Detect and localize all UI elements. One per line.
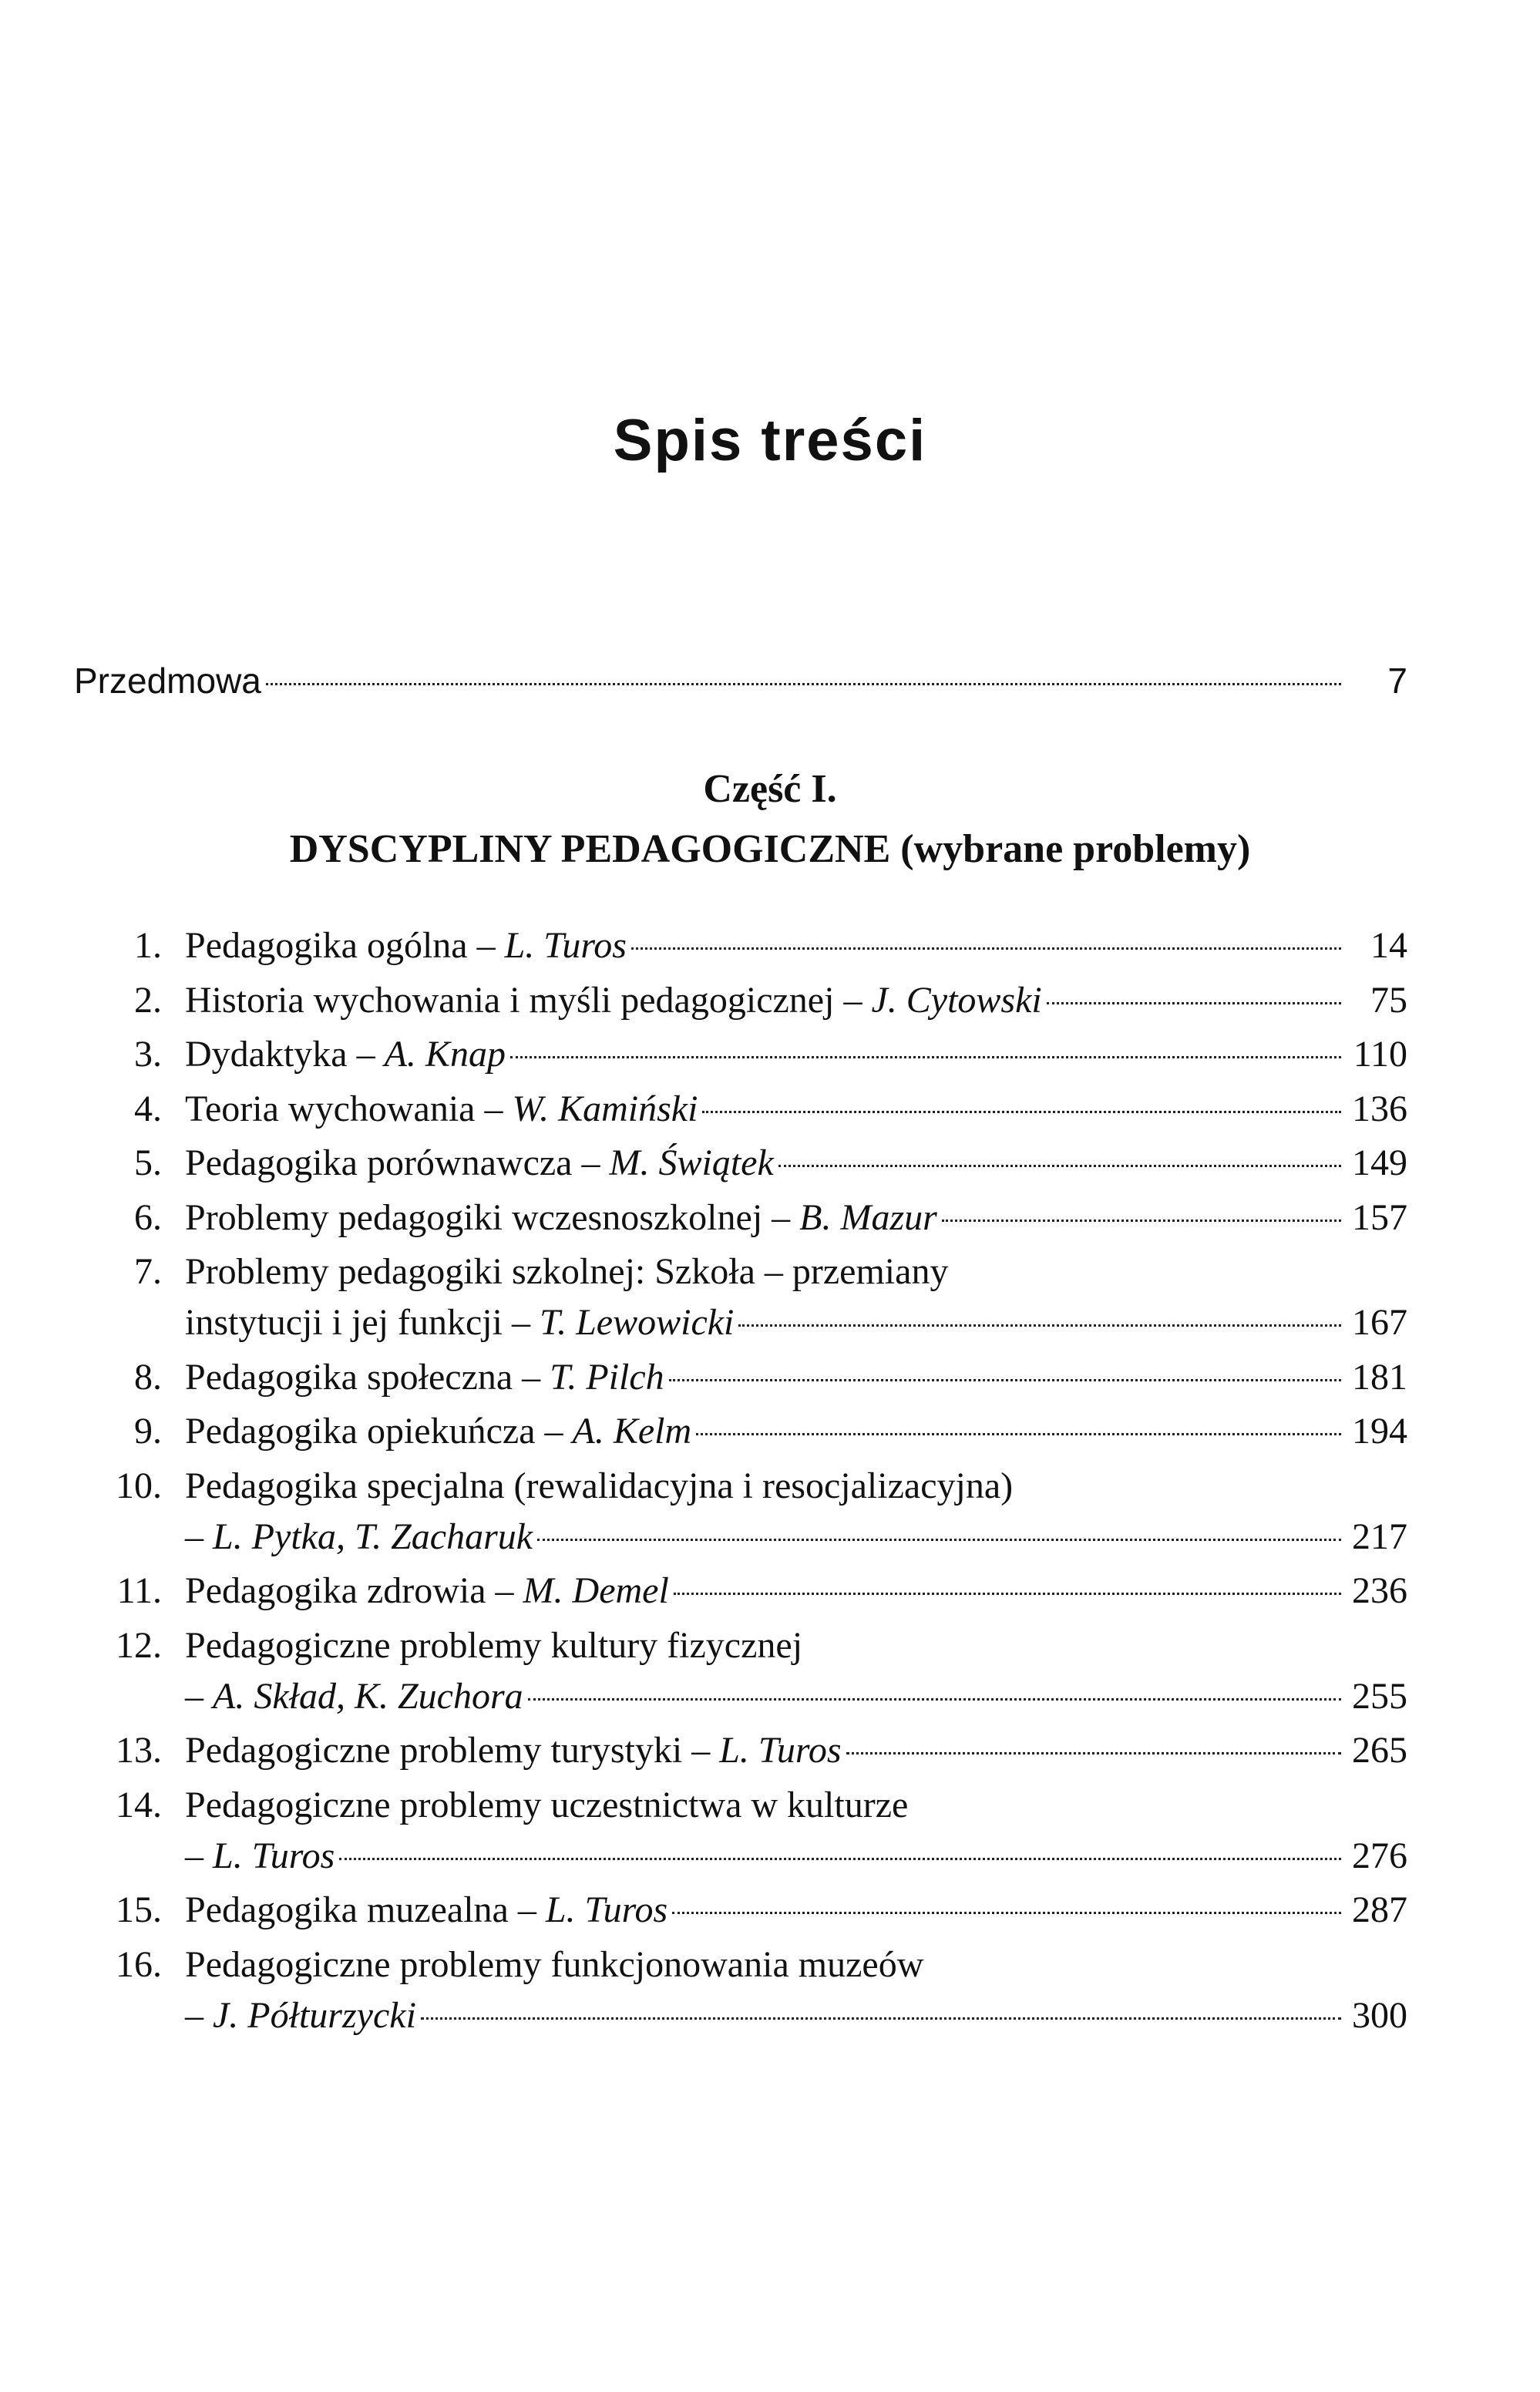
entry-body bbox=[162, 1029, 1407, 1080]
toc-entry[interactable] bbox=[74, 1461, 1407, 1563]
entry-number: 12. bbox=[116, 1624, 162, 1666]
entry-author: M. Świątek bbox=[609, 1142, 774, 1183]
entry-line bbox=[185, 1512, 1407, 1563]
entry-author: W. Kamiński bbox=[512, 1088, 698, 1129]
entry-author: T. Lewowicki bbox=[539, 1302, 735, 1343]
toc-entry[interactable] bbox=[74, 1780, 1407, 1882]
dot-leader bbox=[672, 1912, 1341, 1914]
entry-number-cell bbox=[74, 1885, 162, 1936]
entry-body bbox=[162, 1940, 1407, 2041]
entry-number-cell bbox=[74, 1780, 162, 1831]
entry-title: Pedagogiczne problemy turystyki – bbox=[185, 1730, 720, 1771]
toc-list bbox=[74, 920, 1407, 2044]
entry-title: Pedagogika porównawcza – bbox=[185, 1142, 610, 1183]
entry-body bbox=[162, 1193, 1407, 1243]
entry-author: L. Turos bbox=[545, 1889, 668, 1930]
entry-number-cell bbox=[74, 1406, 162, 1457]
dot-leader bbox=[421, 2017, 1341, 2020]
entry-line bbox=[185, 1831, 1407, 1882]
entry-line bbox=[185, 1406, 1407, 1457]
part-label: Część I. bbox=[703, 767, 837, 811]
entry-title: – bbox=[185, 1835, 213, 1876]
entry-title: Pedagogika ogólna – bbox=[185, 925, 505, 966]
entry-number-cell bbox=[74, 975, 162, 1026]
entry-author: B. Mazur bbox=[799, 1196, 937, 1238]
dot-leader bbox=[702, 1111, 1341, 1113]
entry-body bbox=[162, 1352, 1407, 1403]
entry-body bbox=[162, 1461, 1407, 1563]
toc-entry[interactable] bbox=[74, 1352, 1407, 1403]
entry-title: Teoria wychowania – bbox=[185, 1088, 513, 1129]
dot-leader bbox=[266, 683, 1341, 685]
entry-line bbox=[185, 920, 1407, 971]
entry-number: 6. bbox=[134, 1196, 162, 1238]
toc-entry[interactable] bbox=[74, 1193, 1407, 1243]
page-number: 136 bbox=[1352, 1088, 1407, 1129]
page-number: 300 bbox=[1352, 1994, 1407, 2036]
entry-body bbox=[162, 1620, 1407, 1722]
toc-entry-przedmowa[interactable] bbox=[74, 660, 1407, 701]
page-number: 265 bbox=[1352, 1730, 1407, 1771]
entry-number: 4. bbox=[134, 1088, 162, 1129]
page-number: 217 bbox=[1352, 1516, 1407, 1557]
dot-leader bbox=[537, 1539, 1341, 1541]
entry-line bbox=[185, 1352, 1407, 1403]
entry-body bbox=[162, 1406, 1407, 1457]
page-title: Spis treści bbox=[613, 408, 927, 473]
entry-author: L. Turos bbox=[719, 1730, 842, 1771]
dot-leader bbox=[1047, 1002, 1341, 1004]
page-number: 287 bbox=[1352, 1889, 1407, 1930]
entry-author: T. Pilch bbox=[550, 1356, 664, 1398]
part-title: DYSCYPLINY PEDAGOGICZNE (wybrane problemy) bbox=[289, 827, 1251, 871]
toc-entry[interactable] bbox=[74, 975, 1407, 1026]
entry-author: J. Cytowski bbox=[871, 979, 1042, 1021]
entry-number-cell bbox=[74, 1352, 162, 1403]
page-number: 167 bbox=[1352, 1302, 1407, 1343]
entry-number-cell bbox=[74, 1725, 162, 1776]
page-number: 110 bbox=[1353, 1034, 1407, 1075]
dot-leader bbox=[846, 1752, 1341, 1754]
dot-leader bbox=[631, 947, 1341, 950]
entry-number: 7. bbox=[134, 1251, 162, 1292]
dot-leader bbox=[674, 1593, 1341, 1595]
entry-body bbox=[162, 1246, 1407, 1348]
entry-number: 1. bbox=[134, 925, 162, 966]
toc-entry[interactable] bbox=[74, 1246, 1407, 1348]
entry-line bbox=[185, 1029, 1407, 1080]
toc-entry[interactable] bbox=[74, 1084, 1407, 1135]
page-number: 14 bbox=[1370, 925, 1407, 966]
dot-leader bbox=[778, 1165, 1341, 1167]
entry-title-line: Problemy pedagogiki szkolnej: Szkoła – przemiany bbox=[185, 1251, 949, 1292]
entry-number: 13. bbox=[116, 1730, 162, 1771]
toc-entry[interactable] bbox=[74, 1885, 1407, 1936]
entry-title: – bbox=[185, 1675, 213, 1717]
page-number: 149 bbox=[1352, 1142, 1407, 1183]
entry-author: L. Turos bbox=[213, 1835, 335, 1876]
toc-entry[interactable] bbox=[74, 1406, 1407, 1457]
toc-entry[interactable] bbox=[74, 920, 1407, 971]
toc-entry[interactable] bbox=[74, 1940, 1407, 2041]
entry-body bbox=[162, 1780, 1407, 1882]
entry-body bbox=[162, 920, 1407, 971]
entry-title: Problemy pedagogiki wczesnoszkolnej – bbox=[185, 1196, 800, 1238]
toc-entry[interactable] bbox=[74, 1138, 1407, 1189]
entry-number: 9. bbox=[134, 1411, 162, 1452]
entry-title: instytucji i jej funkcji – bbox=[185, 1302, 540, 1343]
entry-number-cell bbox=[74, 1193, 162, 1243]
page-number: 181 bbox=[1352, 1356, 1407, 1398]
toc-entry[interactable] bbox=[74, 1620, 1407, 1722]
toc-entry[interactable] bbox=[74, 1029, 1407, 1080]
dot-leader bbox=[738, 1324, 1341, 1327]
entry-number-cell bbox=[74, 1029, 162, 1080]
page-number: 194 bbox=[1352, 1411, 1407, 1452]
entry-line bbox=[185, 1297, 1407, 1348]
entry-body bbox=[162, 1566, 1407, 1617]
entry-line bbox=[185, 1084, 1407, 1135]
dot-leader bbox=[669, 1379, 1341, 1381]
entry-number-cell bbox=[74, 1940, 162, 1990]
entry-line bbox=[185, 975, 1407, 1026]
entry-line bbox=[185, 1671, 1407, 1722]
entry-body bbox=[162, 1084, 1407, 1135]
entry-line bbox=[185, 1725, 1407, 1776]
entry-title: Historia wychowania i myśli pedagogicznej – bbox=[185, 979, 872, 1021]
page-number: 7 bbox=[1387, 661, 1407, 701]
entry-number-cell bbox=[74, 1138, 162, 1189]
toc-entry[interactable] bbox=[74, 1566, 1407, 1617]
part-heading bbox=[0, 759, 1540, 880]
page-number: 157 bbox=[1352, 1196, 1407, 1238]
entry-author: L. Pytka, T. Zacharuk bbox=[213, 1516, 533, 1557]
entry-number: 11. bbox=[116, 1570, 162, 1611]
page-number: 236 bbox=[1352, 1570, 1407, 1611]
entry-line bbox=[185, 1193, 1407, 1243]
dot-leader bbox=[510, 1056, 1341, 1058]
entry-number: 2. bbox=[134, 979, 162, 1021]
entry-author: A. Skład, K. Zuchora bbox=[213, 1675, 523, 1717]
entry-body bbox=[162, 975, 1407, 1026]
entry-title-line: Pedagogiczne problemy uczestnictwa w kulturze bbox=[185, 1784, 909, 1825]
entry-line bbox=[185, 1885, 1407, 1936]
page-number: 255 bbox=[1352, 1675, 1407, 1717]
entry-number-cell bbox=[74, 1566, 162, 1617]
entry-title: Przedmowa bbox=[74, 661, 261, 701]
entry-title: Pedagogika zdrowia – bbox=[185, 1570, 523, 1611]
entry-body bbox=[162, 1885, 1407, 1936]
entry-number-cell bbox=[74, 1620, 162, 1671]
page-number: 75 bbox=[1370, 979, 1407, 1021]
entry-number-cell bbox=[74, 1084, 162, 1135]
entry-title-line: Pedagogiczne problemy kultury fizycznej bbox=[185, 1624, 803, 1666]
toc-entry[interactable] bbox=[74, 1725, 1407, 1776]
entry-title: Pedagogika społeczna – bbox=[185, 1356, 550, 1398]
entry-number: 8. bbox=[134, 1356, 162, 1398]
entry-line bbox=[185, 1990, 1407, 2041]
entry-author: A. Kelm bbox=[572, 1411, 692, 1452]
entry-number: 14. bbox=[116, 1784, 162, 1825]
entry-line bbox=[185, 1566, 1407, 1617]
dot-leader bbox=[528, 1698, 1341, 1701]
entry-title: – bbox=[185, 1516, 213, 1557]
entry-number: 16. bbox=[116, 1943, 162, 1985]
dot-leader bbox=[942, 1220, 1341, 1222]
entry-body bbox=[162, 1725, 1407, 1776]
entry-number: 15. bbox=[116, 1889, 162, 1930]
entry-title: Pedagogika muzealna – bbox=[185, 1889, 546, 1930]
entry-author: J. Półturzycki bbox=[213, 1994, 416, 2036]
page-number: 276 bbox=[1352, 1835, 1407, 1876]
entry-number-cell bbox=[74, 1246, 162, 1297]
entry-author: A. Knap bbox=[384, 1034, 506, 1075]
entry-title: – bbox=[185, 1994, 213, 2036]
entry-body bbox=[162, 1138, 1407, 1189]
entry-number-cell bbox=[74, 1461, 162, 1512]
entry-title: Pedagogika opiekuńcza – bbox=[185, 1411, 573, 1452]
dot-leader bbox=[339, 1858, 1341, 1860]
entry-number: 10. bbox=[116, 1465, 162, 1506]
entry-number-cell bbox=[74, 920, 162, 971]
entry-title-line: Pedagogika specjalna (rewalidacyjna i resocjalizacyjna) bbox=[185, 1465, 1014, 1506]
entry-author: M. Demel bbox=[523, 1570, 669, 1611]
entry-title-line: Pedagogiczne problemy funkcjonowania muzeów bbox=[185, 1943, 924, 1985]
entry-title: Dydaktyka – bbox=[185, 1034, 385, 1075]
entry-author: L. Turos bbox=[504, 925, 627, 966]
dot-leader bbox=[696, 1433, 1341, 1435]
entry-number: 3. bbox=[134, 1034, 162, 1075]
entry-line bbox=[185, 1138, 1407, 1189]
entry-number: 5. bbox=[134, 1142, 162, 1183]
